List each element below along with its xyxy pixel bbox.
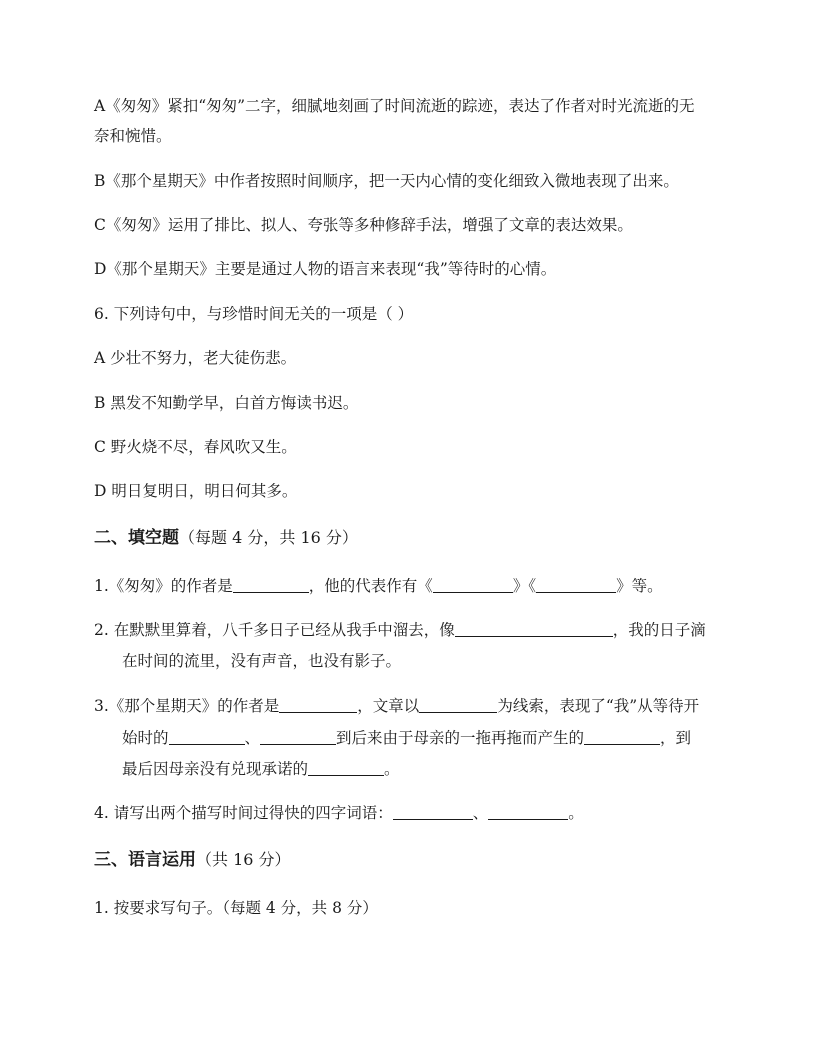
fill-q3-text: ，文章以 xyxy=(357,697,420,715)
blank-clue[interactable] xyxy=(419,696,497,713)
fill-q3-text: 最后因母亲没有兑现承诺的 xyxy=(122,760,309,778)
fill-q3-text: 3.《那个星期天》的作者是 xyxy=(94,697,280,715)
blank-mood-3[interactable] xyxy=(584,728,660,745)
section-3-title: 三、语言运用 xyxy=(94,850,196,870)
blank-idiom-1[interactable] xyxy=(393,803,473,820)
fill-question-3 xyxy=(94,695,699,717)
question-6-option-d: D 明日复明日，明日何其多。 xyxy=(94,482,298,500)
fill-question-3-line2 xyxy=(122,727,691,749)
option-b: B《那个星期天》中作者按照时间顺序，把一天内心情的变化细致入微地表现了出来。 xyxy=(94,172,679,190)
fill-q1-text: 1.《匆匆》的作者是 xyxy=(94,577,233,595)
section-3-note: （共 16 分） xyxy=(196,850,291,869)
question-6-stem: 6. 下列诗句中，与珍惜时间无关的一项是（ ） xyxy=(94,305,414,323)
option-d: D《那个星期天》主要是通过人物的语言来表现“我”等待时的心情。 xyxy=(94,260,557,278)
question-6-option-c: C 野火烧不尽，春风吹又生。 xyxy=(94,438,297,456)
fill-q1-text: ，他的代表作有《 xyxy=(308,577,433,595)
option-a-line2: 奈和惋惜。 xyxy=(94,127,172,145)
option-a-line1: A《匆匆》紧扣“匆匆”二字，细腻地刻画了时间流逝的踪迹，表达了作者对时光流逝的无 xyxy=(94,97,695,115)
fill-question-1 xyxy=(94,575,663,597)
question-6-option-a: A 少壮不努力，老大徒伤悲。 xyxy=(94,349,297,367)
fill-question-2-line2: 在时间的流里，没有声音，也没有影子。 xyxy=(122,652,402,670)
blank-simile[interactable] xyxy=(455,620,613,637)
fill-q1-text: 》等。 xyxy=(616,577,663,595)
section-2-title: 二、填空题 xyxy=(94,528,179,548)
fill-q3-text: 。 xyxy=(384,760,400,778)
blank-work-2[interactable] xyxy=(536,576,616,593)
option-c: C《匆匆》运用了排比、拟人、夸张等多种修辞手法，增强了文章的表达效果。 xyxy=(94,216,633,234)
section-2-note: （每题 4 分，共 16 分） xyxy=(179,528,358,547)
fill-q4-text: 、 xyxy=(472,804,489,822)
question-6-option-b: B 黑发不知勤学早，白首方悔读书迟。 xyxy=(94,394,359,412)
blank-mood-2[interactable] xyxy=(260,728,336,745)
blank-author[interactable] xyxy=(233,576,309,593)
blank-work-1[interactable] xyxy=(433,576,513,593)
section-2-heading xyxy=(94,527,358,549)
fill-question-2 xyxy=(94,619,706,641)
section-3-heading xyxy=(94,849,291,871)
fill-q3-text: 、 xyxy=(244,729,261,747)
language-question-1: 1. 按要求写句子。（每题 4 分，共 8 分） xyxy=(94,899,378,917)
fill-q3-text: 始时的 xyxy=(122,729,169,747)
fill-q2-text: 2. 在默默里算着，八千多日子已经从我手中溜去，像 xyxy=(94,621,455,639)
blank-author-2[interactable] xyxy=(279,696,357,713)
fill-q3-text: 为线索，表现了“我”从等待开 xyxy=(497,697,700,715)
fill-q3-text: 到后来由于母亲的一拖再拖而产生的 xyxy=(336,729,585,747)
fill-q2-text: ，我的日子滴 xyxy=(612,621,706,639)
blank-mood-1[interactable] xyxy=(169,728,245,745)
fill-q4-text: 4. 请写出两个描写时间过得快的四字词语： xyxy=(94,804,393,822)
fill-q1-text: 》《 xyxy=(512,577,537,595)
fill-question-3-line3 xyxy=(122,758,400,780)
fill-q3-text: ，到 xyxy=(660,729,692,747)
fill-question-4 xyxy=(94,802,584,824)
fill-q4-text: 。 xyxy=(568,804,584,822)
blank-idiom-2[interactable] xyxy=(488,803,568,820)
blank-mood-4[interactable] xyxy=(308,759,384,776)
